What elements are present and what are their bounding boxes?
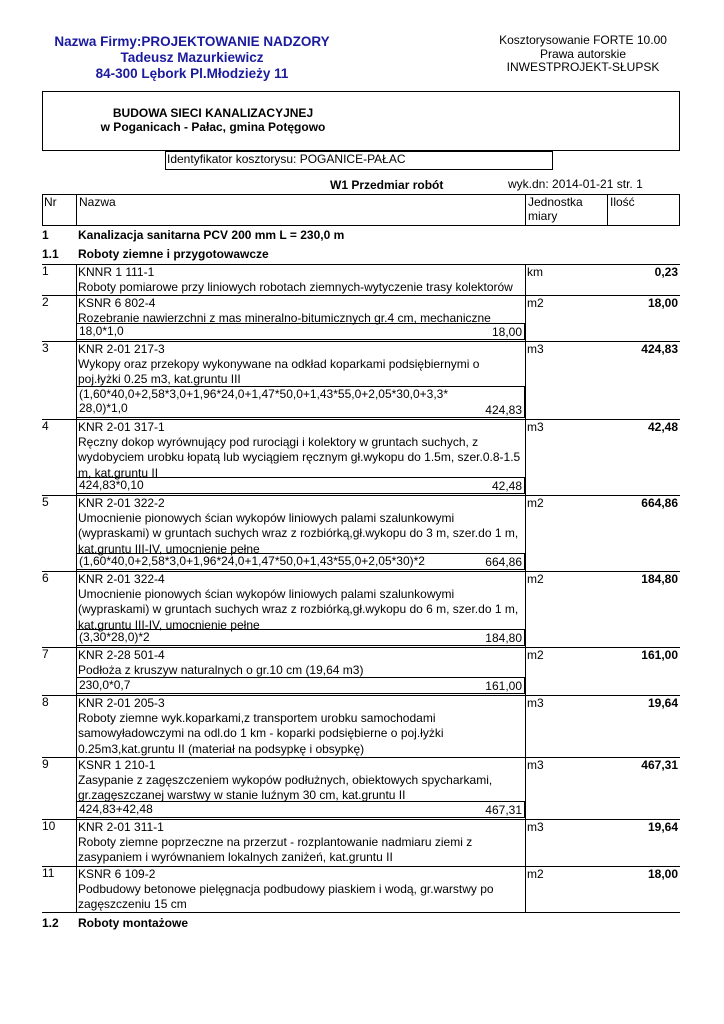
item-quantity: 19,64: [647, 696, 678, 710]
item-code: KSNR 6 802-4: [78, 296, 156, 310]
item-code: KSNR 1 210-1: [78, 758, 156, 772]
item-description: KNR 2-01 311-1 Roboty ziemne poprzeczne na przerzut - rozplantowanie nadmiaru ziemi z zasypaniem i wyrównaniem lokalnych zaniżeń, kat.gruntu II: [78, 820, 524, 866]
item-calculation: 424,83*0,10 42,48: [76, 477, 525, 494]
item-code: KNR 2-01 317-1: [78, 420, 165, 434]
item-description: KSNR 6 802-4 Rozebranie nawierzchni z mas mineralno-bitumicznych gr.4 cm, mechaniczne: [78, 296, 524, 326]
item-unit: m3: [527, 758, 544, 772]
calculation-result: 664,86: [485, 554, 522, 569]
project-location: w Poganicach - Pałac, gmina Potęgowo: [100, 120, 326, 134]
column-qty: Ilość: [610, 195, 635, 209]
table-row: [0, 571, 724, 647]
item-description: KNR 2-01 322-4 Umocnienie pionowych ścian wykopów liniowych palami szalunkowymi (wypraskami) w gruntach suchych wraz z rozbiórką,gł.wykopu do 6 m, szer.do 1 m, kat.gruntu III-IV, umocnienie pełne: [78, 572, 524, 633]
item-calculation: 424,83+42,48 467,31: [76, 801, 525, 818]
subsection-title: Roboty ziemne i przygotowawcze: [78, 247, 269, 261]
item-quantity: 184,80: [641, 572, 678, 586]
item-description: KNR 2-01 317-1 Ręczny dokop wyrównujący pod rurociągi i kolektory w gruntach suchych, z wydobyciem urobku łopatą lub wyciągiem ręcznym gł.wykopu do 1.5m, szer.0.8-1.5 m, kat.gruntu II: [78, 420, 524, 481]
item-quantity: 467,31: [641, 758, 678, 772]
item-nr: 11: [42, 866, 55, 880]
item-quantity: 161,00: [641, 648, 678, 662]
table-header: [42, 194, 680, 226]
item-unit: m2: [527, 296, 544, 310]
item-quantity: 18,00: [647, 867, 678, 881]
calculation-result: 424,83: [485, 402, 522, 417]
item-nr: 3: [42, 341, 49, 355]
item-code: KNR 2-01 205-3: [78, 696, 165, 710]
item-description: KSNR 1 210-1 Zasypanie z zagęszczeniem wykopów podłużnych, obiektowych spycharkami, gr.zagęszczanej warstwy w stanie luźnym 30 cm, kat.gruntu II: [78, 758, 524, 804]
item-quantity: 664,86: [641, 496, 678, 510]
table-row: [0, 264, 724, 295]
item-nr: 4: [42, 419, 49, 433]
software-vendor: INWESTPROJEKT-SŁUPSK: [506, 60, 660, 74]
item-nr: 6: [42, 571, 49, 585]
item-quantity: 19,64: [647, 820, 678, 834]
calculation-result: 467,31: [485, 802, 522, 817]
item-unit: m2: [527, 648, 544, 662]
software-rights: Prawa autorskie: [539, 46, 627, 61]
item-quantity: 0,23: [654, 265, 678, 279]
item-nr: 9: [42, 757, 49, 771]
item-unit: m2: [527, 572, 544, 586]
column-unit: Jednostka miary: [528, 195, 583, 223]
item-description: KNR 2-01 322-2 Umocnienie pionowych ścian wykopów liniowych palami szalunkowymi (wypraskami) w gruntach suchych wraz z rozbiórką,gł.wykopu do 3 m, szer.do 1 m, kat.gruntu III-IV, umocnienie pełne: [78, 496, 524, 557]
section-title: Kanalizacja sanitarna PCV 200 mm L = 230,0 m: [78, 228, 345, 242]
estimate-identifier: Identyfikator kosztorysu: POGANICE-PAŁAC: [165, 151, 553, 170]
item-nr: 2: [42, 295, 49, 309]
column-name: Nazwa: [79, 195, 116, 209]
document-meta: wyk.dn: 2014-01-21 str. 1: [508, 177, 643, 191]
item-description: KSNR 6 109-2 Podbudowy betonowe pielęgnacja podbudowy piaskiem i wodą, gr.warstwy po zagęszczeniu 15 cm: [78, 867, 524, 913]
calculation-result: 42,48: [491, 478, 522, 493]
item-code: KNR 2-01 322-2: [78, 496, 165, 510]
document-title: W1 Przedmiar robót: [330, 178, 444, 192]
item-nr: 5: [42, 495, 49, 509]
item-calculation: 230,0*0,7 161,00: [76, 677, 525, 694]
item-calculation: (1,60*40,0+2,58*3,0+1,96*24,0+1,47*50,0+1,43*55,0+2,05*30)*2 664,86: [76, 553, 525, 570]
company-address: 84-300 Lębork Pl.Młodzieży 11: [95, 66, 289, 81]
company-name: Nazwa Firmy:PROJEKTOWANIE NADZORY: [54, 34, 330, 49]
item-calculation: 18,0*1,0 18,00: [76, 323, 525, 340]
table-row: [0, 819, 724, 866]
item-quantity: 42,48: [647, 420, 678, 434]
item-calculation: (3,30*28,0)*2 184,80: [76, 629, 525, 646]
item-description: KNNR 1 111-1 Roboty pomiarowe przy liniowych robotach ziemnych-wytyczenie trasy kolektorów: [78, 265, 524, 295]
item-code: KNNR 1 111-1: [78, 265, 155, 279]
item-code: KSNR 6 109-2: [78, 867, 156, 881]
item-unit: m3: [527, 342, 544, 356]
item-unit: m2: [527, 867, 544, 881]
item-nr: 8: [42, 695, 49, 709]
calculation-result: 161,00: [485, 678, 522, 693]
column-nr: Nr: [44, 195, 57, 209]
calculation-result: 184,80: [485, 630, 522, 645]
table-row: [0, 647, 724, 695]
item-unit: m2: [527, 496, 544, 510]
subsection-nr: 1.1: [42, 247, 59, 261]
company-owner: Tadeusz Mazurkiewicz: [120, 50, 264, 65]
item-unit: km: [527, 265, 543, 279]
section-nr: 1: [42, 228, 49, 242]
table-row: [0, 757, 724, 819]
table-row: [0, 495, 724, 571]
software-name: Kosztorysowanie FORTE 10.00: [499, 33, 667, 47]
item-code: KNR 2-01 311-1: [78, 820, 164, 834]
subsection-title: Roboty montażowe: [78, 916, 188, 930]
table-row: [0, 866, 724, 913]
item-code: KNR 2-01 322-4: [78, 572, 165, 586]
item-calculation: (1,60*40,0+2,58*3,0+1,96*24,0+1,47*50,0+1,43*55,0+2,05*30,0+3,3* 28,0)*1,0 424,83: [76, 386, 525, 418]
project-box: [42, 91, 680, 151]
software-info: [492, 34, 674, 75]
table-row: [0, 419, 724, 495]
item-description: KNR 2-01 205-3 Roboty ziemne wyk.koparkami,z transportem urobku samochodami samowyładowczymi na odl.do 1 km - koparki podsiębierne o poj.łyżki 0.25m3,kat.gruntu II (materiał na podsypkę i obsypkę): [78, 696, 524, 757]
item-description: KNR 2-01 217-3 Wykopy oraz przekopy wykonywane na odkład koparkami podsiębiernymi o poj.łyżki 0.25 m3, kat.gruntu III: [78, 342, 524, 388]
table-row: [0, 695, 724, 757]
item-nr: 1: [42, 264, 49, 278]
item-nr: 7: [42, 647, 49, 661]
item-unit: m3: [527, 820, 544, 834]
subsection-nr: 1.2: [42, 916, 59, 930]
item-code: KNR 2-28 501-4: [78, 648, 165, 662]
table-row: [0, 341, 724, 419]
item-unit: m3: [527, 696, 544, 710]
item-description: KNR 2-28 501-4 Podłoża z kruszyw naturalnych o gr.10 cm (19,64 m3): [78, 648, 524, 678]
project-title: BUDOWA SIECI KANALIZACYJNEJ: [112, 106, 314, 120]
item-quantity: 18,00: [647, 296, 678, 310]
calculation-result: 18,00: [491, 324, 522, 339]
company-header: [42, 34, 342, 82]
item-unit: m3: [527, 420, 544, 434]
table-row: [0, 295, 724, 341]
item-nr: 10: [42, 819, 56, 833]
item-quantity: 424,83: [641, 342, 678, 356]
item-code: KNR 2-01 217-3: [78, 342, 165, 356]
